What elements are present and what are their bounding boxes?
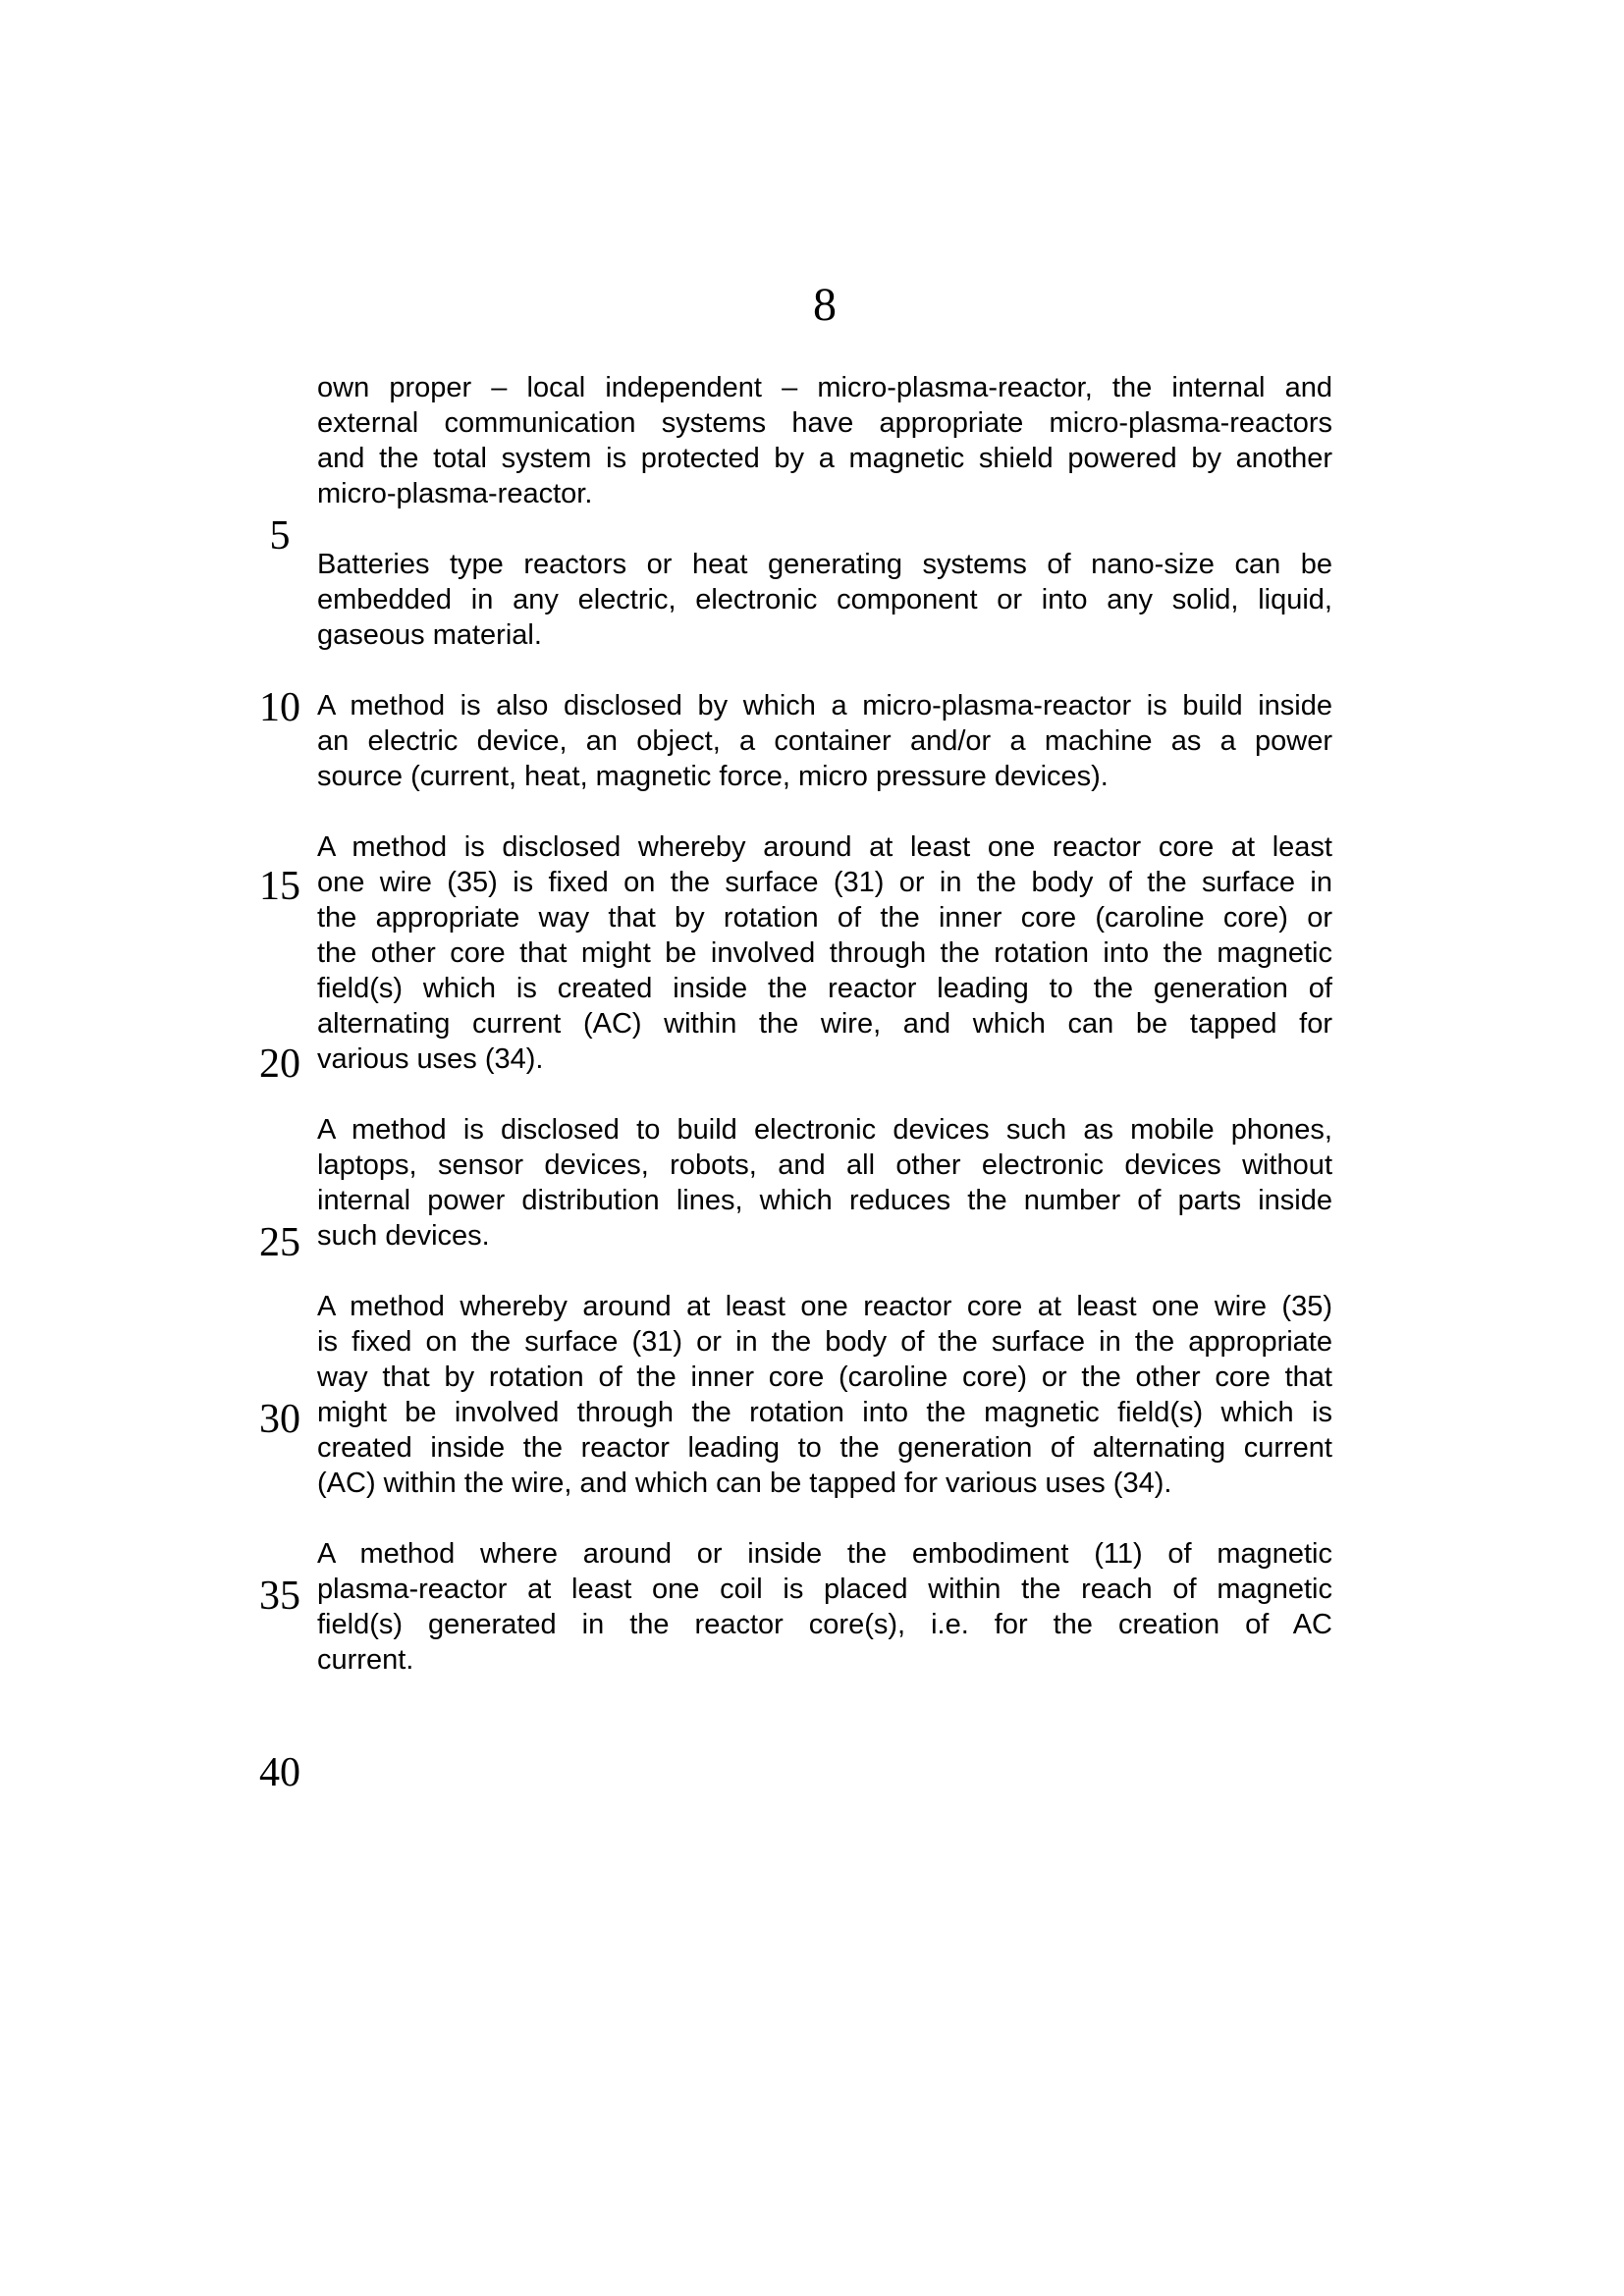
margin-line-number-5: 5	[269, 513, 291, 559]
text-line: A method is disclosed whereby around at least one reactor core at least	[317, 831, 1332, 863]
paragraph-3	[317, 688, 1332, 794]
text-line: gaseous material.	[317, 619, 542, 651]
text-line: source (current, heat, magnetic force, micro pressure devices).	[317, 761, 1109, 792]
text-line: such devices.	[317, 1220, 490, 1252]
text-line: field(s) generated in the reactor core(s), i.e. for the creation of AC	[317, 1609, 1332, 1640]
margin-line-number-20: 20	[259, 1041, 300, 1087]
text-line: an electric device, an object, a container and/or a machine as a power	[317, 725, 1332, 757]
margin-line-number-25: 25	[259, 1220, 300, 1265]
text-line: various uses (34).	[317, 1043, 544, 1075]
text-line: (AC) within the wire, and which can be tapped for various uses (34).	[317, 1468, 1172, 1499]
text-line: current.	[317, 1644, 414, 1676]
text-line: micro-plasma-reactor.	[317, 478, 593, 509]
text-line: A method is also disclosed by which a micro-plasma-reactor is build inside	[317, 690, 1332, 721]
text-line: the other core that might be involved through the rotation into the magnetic	[317, 937, 1332, 969]
margin-line-number-35: 35	[259, 1574, 300, 1619]
margin-line-number-10: 10	[259, 685, 300, 730]
paragraph-1	[317, 370, 1332, 511]
text-line: A method where around or inside the embodiment (11) of magnetic	[317, 1538, 1332, 1570]
text-line: one wire (35) is fixed on the surface (31) or in the body of the surface in	[317, 867, 1332, 898]
text-line: Batteries type reactors or heat generating systems of nano-size can be	[317, 549, 1332, 580]
margin-line-number-15: 15	[259, 864, 300, 909]
text-line: is fixed on the surface (31) or in the body of the surface in the appropriate	[317, 1326, 1332, 1358]
paragraph-6	[317, 1289, 1332, 1501]
paragraph-4	[317, 829, 1332, 1077]
text-line: and the total system is protected by a magnetic shield powered by another	[317, 443, 1332, 474]
page-number: 8	[813, 279, 837, 331]
text-line: plasma-reactor at least one coil is placed within the reach of magnetic	[317, 1574, 1332, 1605]
text-line: laptops, sensor devices, robots, and all other electronic devices without	[317, 1149, 1332, 1181]
text-line: alternating current (AC) within the wire, and which can be tapped for	[317, 1008, 1332, 1040]
text-line: way that by rotation of the inner core (caroline core) or the other core that	[317, 1362, 1332, 1393]
text-line: internal power distribution lines, which reduces the number of parts inside	[317, 1185, 1332, 1216]
paragraph-2	[317, 547, 1332, 653]
text-line: embedded in any electric, electronic component or into any solid, liquid,	[317, 584, 1332, 615]
text-line: A method is disclosed to build electronic devices such as mobile phones,	[317, 1114, 1332, 1146]
text-line: own proper – local independent – micro-plasma-reactor, the internal and	[317, 372, 1332, 403]
margin-line-number-40: 40	[259, 1750, 300, 1795]
paragraph-7	[317, 1536, 1332, 1678]
text-line: the appropriate way that by rotation of the inner core (caroline core) or	[317, 902, 1332, 934]
text-line: created inside the reactor leading to the generation of alternating current	[317, 1432, 1332, 1464]
text-line: external communication systems have appropriate micro-plasma-reactors	[317, 407, 1332, 439]
margin-line-number-30: 30	[259, 1397, 300, 1442]
text-line: might be involved through the rotation into the magnetic field(s) which is	[317, 1397, 1332, 1428]
text-line: A method whereby around at least one reactor core at least one wire (35)	[317, 1291, 1332, 1322]
paragraph-5	[317, 1112, 1332, 1254]
body-text-column	[317, 370, 1332, 1713]
text-line: field(s) which is created inside the reactor leading to the generation of	[317, 973, 1332, 1004]
